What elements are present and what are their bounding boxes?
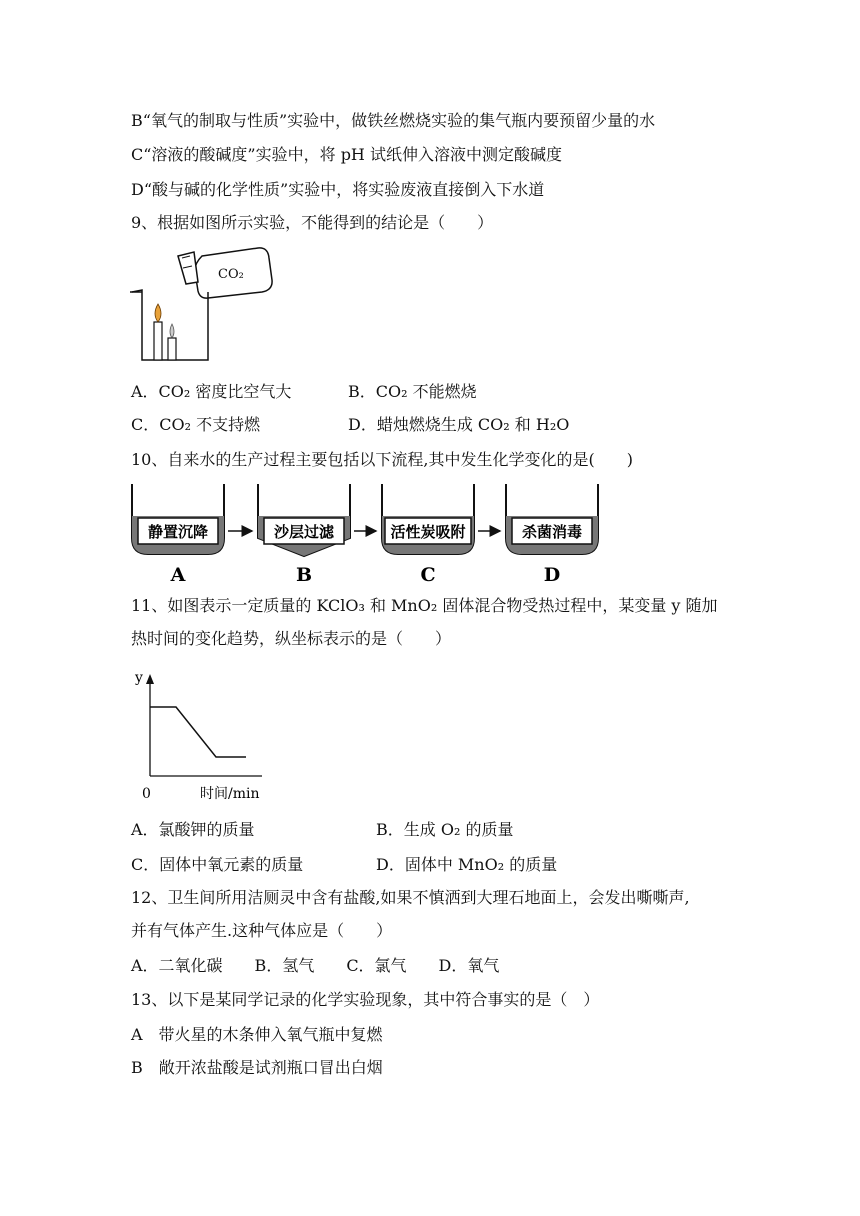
q9-option-d: D．蜡烛燃烧生成 CO₂ 和 H₂O bbox=[348, 415, 570, 434]
letter-d: D bbox=[543, 564, 561, 586]
line-d8: D“酸与碱的化学性质”实验中，将实验废液直接倒入下水道 bbox=[131, 180, 545, 199]
q9-option-c: C．CO₂ 不支持燃 bbox=[131, 415, 261, 434]
q11-option-b: B．生成 O₂ 的质量 bbox=[376, 820, 514, 839]
question-10: 10、自来水的生产过程主要包括以下流程,其中发生化学变化的是( ) bbox=[131, 450, 633, 469]
step-a-label: 静置沉降 bbox=[147, 523, 209, 541]
tank-d bbox=[506, 484, 598, 586]
tank-a bbox=[132, 484, 224, 586]
flame-icon bbox=[155, 304, 161, 322]
q9-option-b: B．CO₂ 不能燃烧 bbox=[348, 382, 477, 401]
bottle-label: CO₂ bbox=[218, 267, 244, 282]
q13-option-b: B 敞开浓盐酸是试剂瓶口冒出白烟 bbox=[131, 1058, 383, 1077]
question-9: 9、根据如图所示实验，不能得到的结论是（ ） bbox=[131, 213, 494, 232]
candles bbox=[154, 304, 176, 360]
line-c8: C“溶液的酸碱度”实验中，将 pH 试纸伸入溶液中测定酸碱度 bbox=[131, 145, 562, 164]
question-12-line2: 并有气体产生.这种气体应是（ ） bbox=[131, 921, 393, 940]
question-13: 13、以下是某同学记录的化学实验现象，其中符合事实的是（ ） bbox=[131, 990, 600, 1009]
water-treatment-flow bbox=[128, 482, 608, 588]
step-c-label: 活性炭吸附 bbox=[390, 523, 466, 541]
question-12-options: A．二氧化碳 B．氢气 C．氯气 D．氧气 bbox=[131, 956, 500, 975]
question-11-line1: 11、如图表示一定质量的 KClO₃ 和 MnO₂ 固体混合物受热过程中，某变量 y 随加 bbox=[131, 596, 718, 615]
y-arrow-icon bbox=[146, 674, 154, 684]
q11-option-a: A．氯酸钾的质量 bbox=[131, 820, 255, 839]
q13-option-a: A 带火星的木条伸入氧气瓶中复燃 bbox=[131, 1025, 383, 1044]
y-axis-label: y bbox=[135, 670, 143, 686]
q11-option-d: D．固体中 MnO₂ 的质量 bbox=[376, 855, 558, 874]
co2-candle-figure bbox=[128, 238, 278, 366]
question-12-line1: 12、卫生间所用洁厕灵中含有盐酸,如果不慎洒到大理石地面上，会发出嘶嘶声, bbox=[131, 888, 690, 907]
tank-b bbox=[258, 484, 350, 586]
letter-b: B bbox=[295, 564, 313, 586]
origin-label: 0 bbox=[142, 786, 151, 802]
q11-option-c: C．固体中氧元素的质量 bbox=[131, 855, 304, 874]
step-b-label: 沙层过滤 bbox=[273, 523, 335, 541]
letter-c: C bbox=[420, 564, 436, 586]
smoke-icon bbox=[170, 324, 174, 338]
letter-a: A bbox=[170, 564, 186, 586]
q9-option-a: A．CO₂ 密度比空气大 bbox=[131, 382, 292, 401]
step-d-label: 杀菌消毒 bbox=[521, 523, 583, 541]
trend-line bbox=[150, 707, 246, 757]
y-vs-time-graph bbox=[128, 664, 268, 804]
line-b8: B“氧气的制取与性质”实验中，做铁丝燃烧实验的集气瓶内要预留少量的水 bbox=[131, 111, 656, 130]
question-11-line2: 热时间的变化趋势，纵坐标表示的是（ ） bbox=[131, 629, 452, 648]
tank-c bbox=[382, 484, 474, 586]
gas-bottle bbox=[178, 248, 272, 298]
x-axis-label: 时间/min bbox=[200, 786, 260, 802]
